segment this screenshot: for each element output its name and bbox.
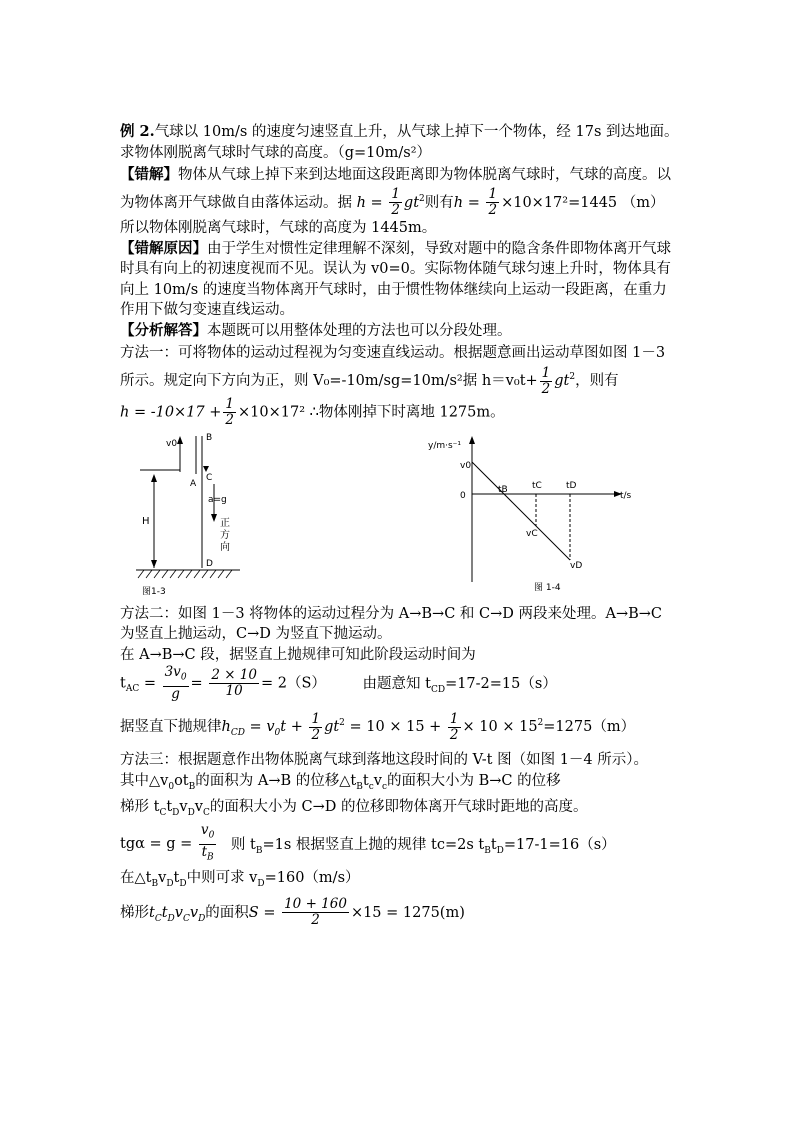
wrong-solution: 【错解】物体从气球上掉下来到达地面这段距离即为物体脱离气球时，气球的高度。以为物体离开气球做自由落体运动。据 h = $\frac{1}{2}$ $gt^2$则有h = $\frac{1}{2}$ ×10×17²=1445 （m） — [120, 166, 671, 219]
trapezoid-text: 的面积大小为 C→D 的位移即物体离开气球时距地的高度。 — [209, 799, 588, 815]
method-two: 方法二：如图 1－3 将物体的运动过程分为 A→B→C 和 C→D 两段来处理。A→B→C 为竖直上抛运动，C→D 为竖直下抛运动。 — [120, 605, 663, 643]
analysis-text: 本题既可以用整体处理的方法也可以分段处理。 — [207, 322, 512, 339]
method1-text-2: ，则有 — [575, 373, 619, 390]
method-three: 方法三：根据题意作出物体脱离气球到落地这段时间的 V-t 图（如图 1－4 所示）。 — [120, 752, 649, 769]
vd-text-3: =160（m/s） — [264, 870, 360, 887]
vd-text-2: 中则可求 v — [186, 870, 258, 887]
label-h: H — [142, 515, 150, 527]
zero-label: 0 — [460, 490, 466, 501]
method-two-hcd: 据竖直下抛规律$h_{CD} = v_0t$ + $\frac{1}{2}$ $gt^2 = 10 \times 15$ + $\frac{1}{2}$ × $10 \times 15^2=1275(m)$ — [120, 710, 636, 743]
vd-label: vD — [570, 560, 583, 571]
tac-value: = 2（S） — [260, 675, 326, 692]
tc-label: tC — [532, 480, 542, 491]
fraction-half: $\frac{1}{2}$ — [311, 710, 321, 743]
fraction-2x10-10: $\frac{2 \times 10}{10}$ — [211, 667, 257, 699]
reason-text: 由于学生对惯性定律理解不深刻，导致对题中的隐含条件即物体离开气球时具有向上的初速度视而不见。误认为 v0=0。实际物体随气球匀速上升时，物体具有向上 10m/s 的速度当物体离开气球时，由于惯性物体继续向上运动一段距离，在重力作用下做匀变速直线运动。 — [120, 240, 671, 319]
method-three-trapezoid: 梯形 $t_Ct_Dv_Dv_C$的面积大小为 C→D 的位移即物体离开气球时距地的高度。 — [120, 799, 588, 818]
method-three-tga: tgα = g = $\frac{v_0}{t_B}$ 则 $t_B=1s$ 根据竖直上抛的规律 tc=2s $t_Bt_D=17-1=16(s)$ — [120, 823, 680, 868]
method-one: 方法一：可将物体的运动过程视为匀变速直线运动。根据题意画出运动草图如图 1－3 所示。规定向下方向为正，则 V₀=-10m/sg=10m/s²据 h＝v₀t+ $\frac{1}{2}$ $gt^2$，则有 — [120, 345, 666, 397]
area1-text: 的面积为 A→B 的位移 — [195, 772, 340, 789]
label-b: B — [206, 432, 213, 443]
hcd-text: 据竖直下抛规律 — [120, 719, 222, 736]
td-label: tD — [566, 480, 577, 491]
method-three-vd: 在$\triangle t_Bv_Dt_D$中则可求 $v_D=160(m/s)$ — [120, 870, 360, 890]
fraction-3v0-g: $\frac{3v_0}{g}$ — [164, 664, 187, 702]
example-text: 气球以 10m/s 的速度匀速竖直上升，从气球上掉下一个物体，经 17s 到达地面。求物体刚脱离气球时气球的高度。（g=10m/s²） — [120, 124, 679, 161]
figures — [120, 432, 680, 602]
trap-text: 的面积 — [205, 904, 249, 921]
method-two-abc: 在 A→B→C 段，据竖直上抛规律可知此阶段运动时间为 — [120, 646, 476, 663]
hcd-result: =1275（m） — [543, 719, 636, 736]
then-tail: =1s 根据竖直上抛的规律 tc=2s t — [262, 836, 485, 853]
tcd-tail: =17-2=15（s） — [445, 675, 557, 692]
error-reason — [120, 239, 680, 321]
trap-result: ×15 = 1275(m) — [350, 904, 465, 921]
figure-1-4-caption: 图 1-4 — [534, 582, 561, 593]
then-tail-2: =17-1=16（s） — [503, 836, 616, 853]
then-text: 则 t — [230, 836, 256, 853]
fraction-trap: $\frac{10 + 160}{2}$ — [284, 896, 347, 929]
label-fang: 方 — [220, 529, 230, 541]
method1-text: 方法一：可将物体的运动过程视为匀变速直线运动。根据题意画出运动草图如图 1－3 所示。规定向下方向为正，则 V₀=-10m/sg=10m/s²据 h＝v₀t+ — [120, 345, 666, 390]
fraction-half: $\frac{1}{2}$ — [449, 710, 459, 743]
figure-1-3-caption: 图1-3 — [142, 586, 166, 597]
wrong-result: =1445 — [568, 194, 618, 211]
fraction-v0-tb: $\frac{v_0}{t_B}$ — [200, 822, 215, 863]
figure-1-4 — [420, 432, 660, 600]
wrong-conclusion: 所以物体刚脱离气球时，气球的高度为 1445m。 — [120, 220, 437, 237]
label-c: C — [206, 472, 213, 483]
figure-1-3 — [128, 432, 268, 600]
method-three-area: 梯形$t_Ct_Dv_Cv_D$的面积S = $\frac{10 + 160}{2}$ ×15 = 1275(m) — [120, 896, 465, 929]
method1-eq: h = -10×17 + — [120, 404, 222, 421]
method-one-equation — [120, 397, 680, 428]
vc-label: vC — [526, 528, 538, 539]
example-label: 例 2. — [120, 123, 155, 140]
vd-text-1: 在△t — [120, 870, 152, 887]
y-axis-label: y/m·s⁻¹ — [428, 440, 462, 451]
label-d: D — [206, 558, 213, 569]
reason-label: 【错解原因】 — [120, 239, 207, 257]
label-zheng: 正 — [220, 517, 230, 529]
tcd-text: 由题意知 t — [362, 675, 431, 692]
v0-label: v0 — [460, 460, 472, 471]
t-axis-label: t/s — [620, 490, 632, 501]
document-page — [120, 122, 680, 937]
wrong-unit: （m） — [621, 194, 665, 211]
label-v0: v0 — [166, 438, 178, 449]
wrong-text-2: 则有 — [424, 194, 454, 211]
fraction-half: $\frac{1}{2}$ — [488, 186, 498, 219]
method1-conclusion: ∴物体刚掉下时离地 1275m。 — [309, 404, 505, 421]
method-three-area1: 其中$\triangle v_0ot_B$的面积为 A→B 的位移$\triangle t_Bt_cv_c$的面积大小为 B→C 的位移 — [120, 772, 561, 792]
wrong-text: 物体从气球上掉下来到达地面这段距离即为物体脱离气球时，气球的高度。以为物体离开气球做自由落体运动。据 — [120, 167, 671, 211]
label-xiang: 向 — [220, 541, 230, 553]
analysis — [120, 321, 680, 342]
method1-eq-tail: ×10×17² — [238, 404, 306, 421]
fraction-half: $\frac{1}{2}$ — [225, 395, 235, 428]
label-a: A — [190, 478, 197, 489]
label-ag: a=g — [208, 494, 227, 505]
method-two-tac: $t_{AC}$ = $\frac{3v_0}{g}$ = $\frac{2 \times 10}{10}$ = 2（S） 由题意知 $t_{CD}=17-2=15(s)$ — [120, 664, 557, 702]
wrong-label: 【错解】 — [120, 166, 178, 183]
example-problem — [120, 122, 680, 163]
area2-text: 的面积大小为 B→C 的位移 — [387, 772, 561, 789]
tb-label: tB — [498, 484, 508, 495]
analysis-label: 【分析解答】 — [120, 321, 207, 339]
fraction-half: $\frac{1}{2}$ — [541, 364, 551, 397]
fraction-half: $\frac{1}{2}$ — [391, 186, 400, 219]
